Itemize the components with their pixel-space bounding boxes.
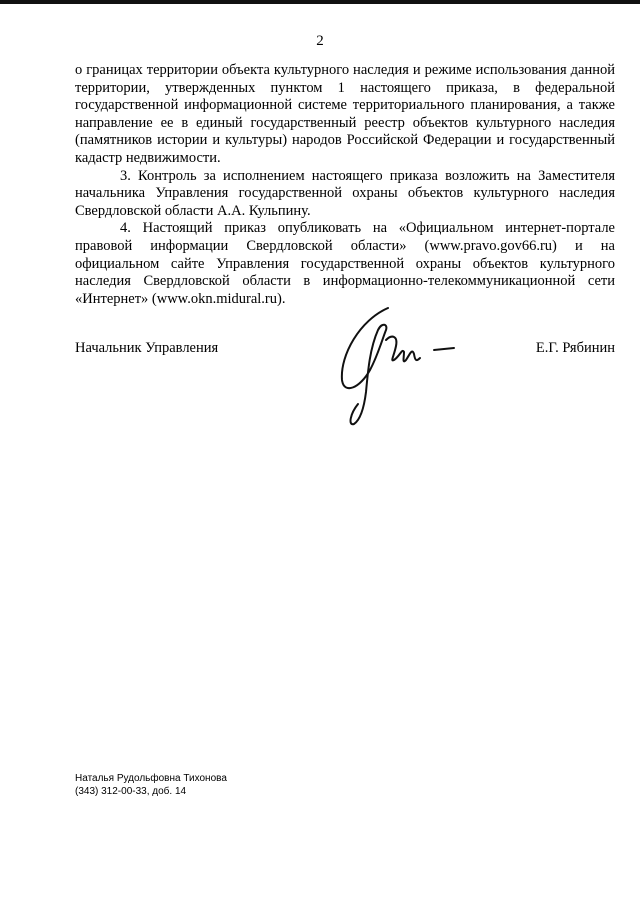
paragraph-4: 4. Настоящий приказ опубликовать на «Официальном интернет-портале правовой информации Свердловской области» (www.pravo.gov66.ru) и на официальном сайте Управления государственной охраны объектов культурного наследия Свердловской области в информационно-телекоммуникационной сети «Интернет» (www.okn.midural.ru). <box>75 220 615 307</box>
signatory-name: Е.Г. Рябинин <box>535 340 615 356</box>
paragraph-continuation: о границах территории объекта культурного наследия и режиме использования данной территории, утвержденных пунктом 1 настоящего приказа, в федеральной государственной информационной системе территориального планирования, а также направление ее в единый государственный реестр объектов культурного наследия (памятников истории и культуры) народов Российской Федерации и государственный кадастр недвижимости. <box>75 62 615 166</box>
handwritten-signature <box>330 300 470 430</box>
signatory-title: Начальник Управления <box>75 340 219 356</box>
executor-phone: (343) 312-00-33, доб. 14 <box>75 786 187 797</box>
page-number: 2 <box>316 33 324 49</box>
executor-footer <box>75 772 227 798</box>
document-body <box>75 62 615 308</box>
paragraph-3: 3. Контроль за исполнением настоящего приказа возложить на Заместителя начальника Управления государственной охраны объектов культурного наследия Свердловской области А.А. Кульпину. <box>75 167 615 219</box>
executor-name: Наталья Рудольфовна Тихонова <box>75 773 227 784</box>
top-border <box>0 0 640 4</box>
